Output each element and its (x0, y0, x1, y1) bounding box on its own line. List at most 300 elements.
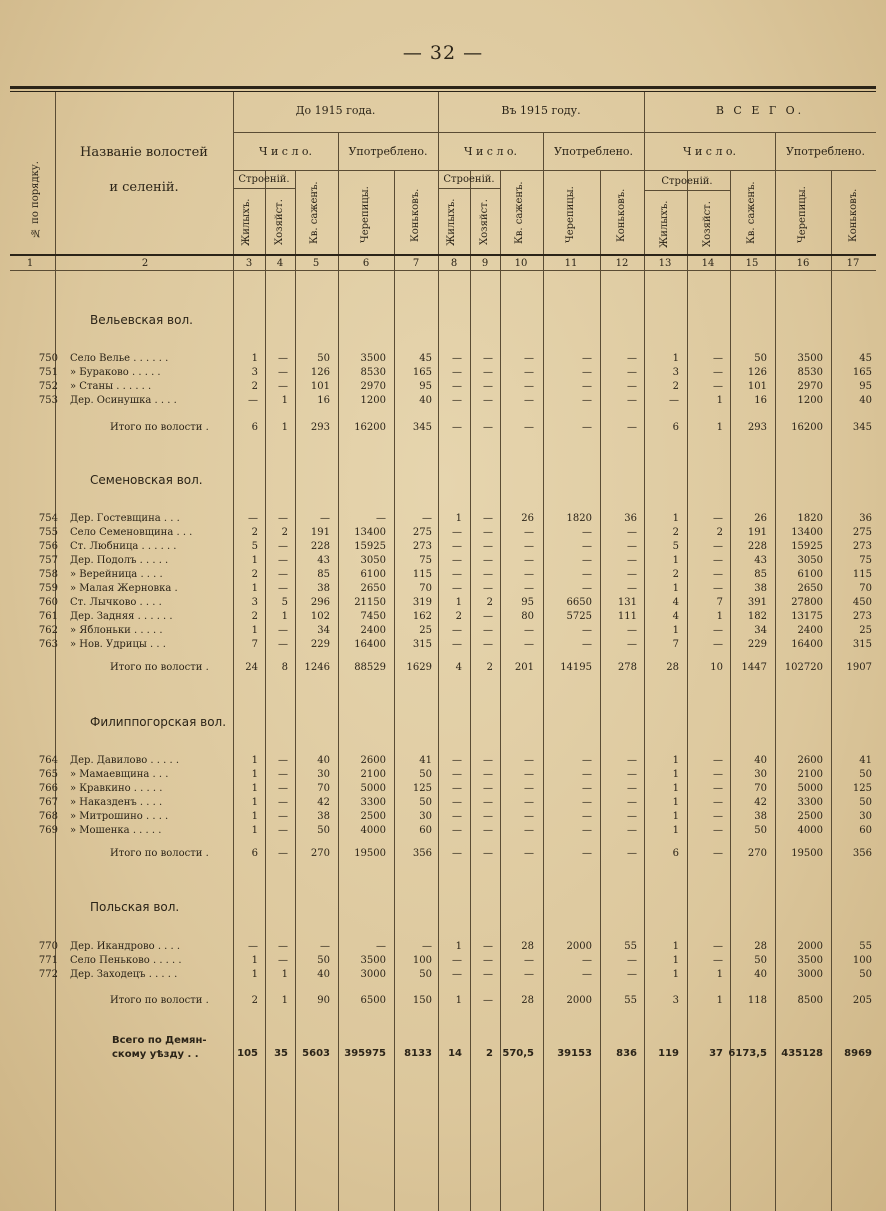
cell-value: 13175 (791, 611, 823, 622)
cell-value: 296 (310, 597, 330, 608)
cell-value: 55 (624, 995, 637, 1006)
cell-value: — (713, 569, 723, 580)
cell-value: 2 (486, 662, 493, 673)
cell-value: — (452, 955, 462, 966)
cell-value: 101 (747, 381, 767, 392)
settlement-name: Дер. Задняя . . . . . . (70, 611, 173, 622)
table-row (0, 583, 886, 597)
cell-value: — (483, 625, 493, 636)
stroeniy-label: Строеній. (238, 174, 290, 185)
cell-value: — (713, 625, 723, 636)
cell-value: — (452, 625, 462, 636)
cell-value: 4000 (797, 825, 823, 836)
cell-value: — (483, 583, 493, 594)
cell-value: 1 (251, 969, 258, 980)
cell-value: — (452, 755, 462, 766)
cell-value: 34 (754, 625, 767, 636)
cell-value: 111 (617, 611, 637, 622)
cell-value: — (278, 955, 288, 966)
cell-value: 2000 (566, 941, 592, 952)
row-number: 762 (38, 625, 58, 636)
cell-value: — (278, 811, 288, 822)
cell-value: 50 (754, 353, 767, 364)
cell-value: 7 (251, 639, 258, 650)
cell-value: 36 (624, 513, 637, 524)
cell-value: 5725 (566, 611, 592, 622)
cell-value: 2 (455, 611, 462, 622)
cell-value: 6650 (566, 597, 592, 608)
zhilykh-label: Жилыхъ. (659, 200, 670, 249)
cell-value: 16200 (791, 422, 823, 433)
settlement-name: » Бураково . . . . . (70, 367, 161, 378)
cell-value: 5000 (360, 783, 386, 794)
cell-value: — (483, 367, 493, 378)
cell-value: — (524, 797, 534, 808)
cell-value: 1 (672, 583, 679, 594)
cell-value: 15925 (791, 541, 823, 552)
cell-value: — (248, 513, 258, 524)
row-number: 760 (38, 597, 58, 608)
table-row (0, 625, 886, 639)
cell-value: 293 (747, 422, 767, 433)
table-row (0, 969, 886, 983)
cell-value: 55 (859, 941, 872, 952)
cell-value: 1 (672, 783, 679, 794)
settlement-name: Село Велье . . . . . . (70, 353, 169, 364)
column-number: 6 (362, 258, 370, 269)
table-row (0, 941, 886, 955)
cell-value: 273 (412, 541, 432, 552)
cell-value: — (278, 797, 288, 808)
row-number: 764 (38, 755, 58, 766)
chislo-label: Ч и с л о. (463, 145, 518, 158)
cell-value: — (483, 848, 493, 859)
cell-value: — (452, 367, 462, 378)
table-row (0, 555, 886, 569)
cell-value: 102 (310, 611, 330, 622)
cell-value: 30 (754, 769, 767, 780)
cell-value: 228 (310, 541, 330, 552)
cell-value: 43 (754, 555, 767, 566)
cell-value: 1 (716, 995, 723, 1006)
cell-value: — (627, 955, 637, 966)
cell-value: 2970 (797, 381, 823, 392)
cell-value: 3000 (360, 969, 386, 980)
subtotal-label: Итого по волости . (110, 848, 209, 859)
cell-value: 229 (310, 639, 330, 650)
cell-value: — (582, 569, 592, 580)
settlement-name: Ст. Лычково . . . . (70, 597, 162, 608)
cell-value: 2 (251, 611, 258, 622)
cell-value: 28 (666, 662, 679, 673)
cell-value: — (483, 797, 493, 808)
cell-value: 1447 (741, 662, 767, 673)
cell-value: 4 (672, 597, 679, 608)
cell-value: 191 (747, 527, 767, 538)
section-title: Вельевская вол. (90, 313, 193, 327)
cell-value: 2 (281, 527, 288, 538)
table-row (0, 611, 886, 625)
cell-value: — (582, 583, 592, 594)
cell-value: 6 (251, 422, 258, 433)
cell-value: — (278, 769, 288, 780)
row-number: 754 (38, 513, 58, 524)
cell-value: 1 (281, 422, 288, 433)
cell-value: 50 (859, 769, 872, 780)
cell-value: — (582, 353, 592, 364)
cell-value: — (627, 639, 637, 650)
cell-value: 8 (281, 662, 288, 673)
cell-value: 24 (245, 662, 258, 673)
cell-value: 16 (754, 395, 767, 406)
cell-value: — (627, 569, 637, 580)
cell-value: 38 (317, 583, 330, 594)
cell-value: — (483, 611, 493, 622)
cell-value: 28 (521, 995, 534, 1006)
grand-total-value: 37 (709, 1048, 723, 1059)
cell-value: 30 (859, 811, 872, 822)
cell-value: — (452, 555, 462, 566)
cell-value: — (524, 422, 534, 433)
cell-value: 7 (672, 639, 679, 650)
grand-total-value: 5603 (302, 1048, 330, 1059)
cell-value: 21150 (354, 597, 386, 608)
cell-value: — (278, 555, 288, 566)
cell-value: — (713, 639, 723, 650)
upotrebleno-label: Употреблено. (553, 145, 634, 158)
cell-value: 293 (310, 422, 330, 433)
cell-value: 8530 (360, 367, 386, 378)
cell-value: 10 (710, 662, 723, 673)
cell-value: 1 (251, 555, 258, 566)
cell-value: 41 (419, 755, 432, 766)
cell-value: — (524, 811, 534, 822)
settlement-name: Село Семеновщина . . . (70, 527, 193, 538)
column-number: 1 (26, 258, 34, 269)
cell-value: 5 (281, 597, 288, 608)
cell-value: 50 (317, 353, 330, 364)
cell-value: 1 (672, 755, 679, 766)
cell-value: 270 (310, 848, 330, 859)
cell-value: — (713, 783, 723, 794)
row-number: 758 (38, 569, 58, 580)
cell-value: 60 (859, 825, 872, 836)
cell-value: — (278, 583, 288, 594)
row-number: 770 (38, 941, 58, 952)
khozyaist-label: Хозяйст. (274, 199, 285, 246)
cell-value: — (524, 955, 534, 966)
cell-value: — (713, 941, 723, 952)
cell-value: — (278, 755, 288, 766)
cell-value: — (582, 955, 592, 966)
cell-value: — (483, 395, 493, 406)
settlement-name: » Малая Жерновка . (70, 583, 178, 594)
settlement-name: Село Пеньково . . . . . (70, 955, 182, 966)
cell-value: — (278, 541, 288, 552)
grand-total-label-1: Всего по Демян- (112, 1035, 207, 1046)
cell-value: 7450 (360, 611, 386, 622)
cell-value: 4 (672, 611, 679, 622)
cell-value: — (483, 569, 493, 580)
cell-value: 13400 (354, 527, 386, 538)
cell-value: 2 (251, 527, 258, 538)
cell-value: — (582, 541, 592, 552)
cell-value: 1 (251, 353, 258, 364)
cell-value: 3 (672, 995, 679, 1006)
cell-value: 125 (412, 783, 432, 794)
row-number: 750 (38, 353, 58, 364)
cell-value: — (524, 527, 534, 538)
cell-value: 2600 (797, 755, 823, 766)
cell-value: — (376, 941, 386, 952)
cell-value: 40 (419, 395, 432, 406)
cell-value: — (248, 395, 258, 406)
cell-value: 25 (859, 625, 872, 636)
section-title: Польская вол. (90, 900, 180, 914)
cell-value: — (524, 381, 534, 392)
row-number: 753 (38, 395, 58, 406)
cell-value: 36 (859, 513, 872, 524)
grand-total-value: 105 (237, 1048, 258, 1059)
header-rule (438, 188, 500, 189)
cell-value: 70 (754, 783, 767, 794)
cell-value: 3500 (360, 955, 386, 966)
column-number: 3 (245, 258, 253, 269)
cell-value: — (524, 639, 534, 650)
cell-value: — (483, 811, 493, 822)
cell-value: 4000 (360, 825, 386, 836)
cell-value: 85 (317, 569, 330, 580)
cell-value: 6100 (360, 569, 386, 580)
cell-value: 315 (412, 639, 432, 650)
grand-total-value: 435128 (781, 1048, 823, 1059)
header-bottom-rule (10, 254, 876, 256)
cell-value: 1 (455, 941, 462, 952)
table-row (0, 367, 886, 381)
cell-value: 150 (412, 995, 432, 1006)
subtotal-label: Итого по волости . (110, 422, 209, 433)
cell-value: 1 (672, 811, 679, 822)
cell-value: 5 (251, 541, 258, 552)
table-row (0, 755, 886, 769)
cell-value: — (452, 969, 462, 980)
cell-value: — (278, 941, 288, 952)
khozyaist-label: Хозяйст. (702, 201, 713, 248)
cell-value: 1 (281, 395, 288, 406)
table-row (0, 513, 886, 527)
cell-value: 41 (859, 755, 872, 766)
settlement-name: » Яблоньки . . . . . (70, 625, 163, 636)
cell-value: 356 (852, 848, 872, 859)
cell-value: — (524, 395, 534, 406)
cell-value: 3500 (797, 353, 823, 364)
cell-value: 131 (617, 597, 637, 608)
cell-value: 7 (716, 597, 723, 608)
cell-value: 28 (521, 941, 534, 952)
grand-total-value: 395975 (344, 1048, 386, 1059)
upotrebleno-label: Употреблено. (785, 145, 866, 158)
cell-value: — (627, 583, 637, 594)
table-row (0, 955, 886, 969)
cell-value: 1 (251, 625, 258, 636)
cell-value: — (483, 769, 493, 780)
cell-value: 2 (672, 569, 679, 580)
cell-value: 50 (754, 955, 767, 966)
cell-value: 2 (672, 381, 679, 392)
cell-value: — (278, 848, 288, 859)
cell-value: — (627, 541, 637, 552)
cell-value: — (713, 555, 723, 566)
cell-value: — (627, 381, 637, 392)
row-number: 756 (38, 541, 58, 552)
column-number: 7 (412, 258, 420, 269)
cell-value: — (483, 513, 493, 524)
cell-value: 3300 (797, 797, 823, 808)
cell-value: — (524, 969, 534, 980)
cell-value: 2600 (360, 755, 386, 766)
cell-value: 1 (455, 513, 462, 524)
cell-value: — (483, 527, 493, 538)
settlement-name: » Мошенка . . . . . (70, 825, 162, 836)
cell-value: 2 (251, 569, 258, 580)
row-number: 765 (38, 769, 58, 780)
cell-value: — (422, 513, 432, 524)
cell-value: — (278, 639, 288, 650)
cell-value: 14195 (560, 662, 592, 673)
cell-value: — (483, 783, 493, 794)
grand-total-value: 836 (616, 1048, 637, 1059)
cell-value: 273 (852, 541, 872, 552)
column-number: 5 (312, 258, 320, 269)
column-number: 15 (745, 258, 759, 269)
grand-total-value: 14 (448, 1048, 462, 1059)
cell-value: 1 (672, 769, 679, 780)
row-number: 769 (38, 825, 58, 836)
cell-value: — (627, 395, 637, 406)
cell-value: 70 (419, 583, 432, 594)
cell-value: — (582, 639, 592, 650)
cell-value: 42 (754, 797, 767, 808)
cell-value: — (278, 783, 288, 794)
cell-value: 273 (852, 611, 872, 622)
column-number: 11 (564, 258, 578, 269)
settlement-name: » Кравкино . . . . . (70, 783, 163, 794)
page-number: — 32 — (402, 42, 484, 64)
cell-value: — (483, 541, 493, 552)
cell-value: 3300 (360, 797, 386, 808)
table-row (0, 825, 886, 839)
cell-value: 2 (716, 527, 723, 538)
section-title: Семеновская вол. (90, 473, 203, 487)
cell-value: 2400 (797, 625, 823, 636)
cell-value: 2100 (797, 769, 823, 780)
subtotal-row (0, 662, 886, 676)
cell-value: 275 (412, 527, 432, 538)
cell-value: 270 (747, 848, 767, 859)
cell-value: — (627, 625, 637, 636)
cell-value: — (713, 353, 723, 364)
cell-value: — (582, 797, 592, 808)
cell-value: — (483, 639, 493, 650)
cell-value: — (524, 353, 534, 364)
cell-value: — (452, 769, 462, 780)
cell-value: 1 (672, 555, 679, 566)
cell-value: 38 (754, 583, 767, 594)
cell-value: — (483, 381, 493, 392)
cell-value: 229 (747, 639, 767, 650)
cell-value: — (452, 541, 462, 552)
row-number: 755 (38, 527, 58, 538)
cell-value: — (524, 569, 534, 580)
colnum-rule (10, 270, 876, 271)
cell-value: 4 (455, 662, 462, 673)
cell-value: 2 (672, 527, 679, 538)
column-number: 9 (481, 258, 489, 269)
cell-value: 2970 (360, 381, 386, 392)
cell-value: 315 (852, 639, 872, 650)
row-number: 772 (38, 969, 58, 980)
konkov-label: Коньковъ. (410, 188, 421, 242)
cherepitsy-label: Черепицы. (565, 186, 576, 244)
cell-value: 1 (716, 395, 723, 406)
row-number: 761 (38, 611, 58, 622)
cell-value: 126 (747, 367, 767, 378)
settlement-name: Дер. Осинушка . . . . (70, 395, 177, 406)
cell-value: 1 (716, 969, 723, 980)
subtotal-row (0, 848, 886, 862)
cell-value: — (452, 527, 462, 538)
cell-value: — (713, 769, 723, 780)
cell-value: 1 (281, 969, 288, 980)
cell-value: 3000 (797, 969, 823, 980)
cell-value: — (452, 797, 462, 808)
cell-value: 50 (419, 969, 432, 980)
cell-value: 1 (251, 583, 258, 594)
cell-value: — (713, 797, 723, 808)
settlement-name: Ст. Любница . . . . . . (70, 541, 177, 552)
table-row (0, 811, 886, 825)
cell-value: 40 (859, 395, 872, 406)
cell-value: — (278, 513, 288, 524)
cell-value: — (713, 848, 723, 859)
col-name-header-2: и селеній. (109, 180, 179, 195)
cell-value: 16 (317, 395, 330, 406)
cell-value: — (524, 583, 534, 594)
cell-value: 115 (412, 569, 432, 580)
cell-value: 95 (859, 381, 872, 392)
column-number: 2 (141, 258, 149, 269)
grand-total-value: 2 (486, 1048, 493, 1059)
cell-value: — (582, 969, 592, 980)
cell-value: — (627, 755, 637, 766)
cell-value: — (713, 583, 723, 594)
cell-value: 16200 (354, 422, 386, 433)
cell-value: 40 (317, 755, 330, 766)
cell-value: — (582, 769, 592, 780)
cell-value: — (483, 755, 493, 766)
cell-value: 2650 (360, 583, 386, 594)
cell-value: 45 (859, 353, 872, 364)
cell-value: — (278, 569, 288, 580)
cell-value: — (278, 625, 288, 636)
table-row (0, 541, 886, 555)
cell-value: 182 (747, 611, 767, 622)
cell-value: 50 (754, 825, 767, 836)
cell-value: 8500 (797, 995, 823, 1006)
cell-value: — (320, 513, 330, 524)
cell-value: 50 (859, 969, 872, 980)
cell-value: 201 (514, 662, 534, 673)
